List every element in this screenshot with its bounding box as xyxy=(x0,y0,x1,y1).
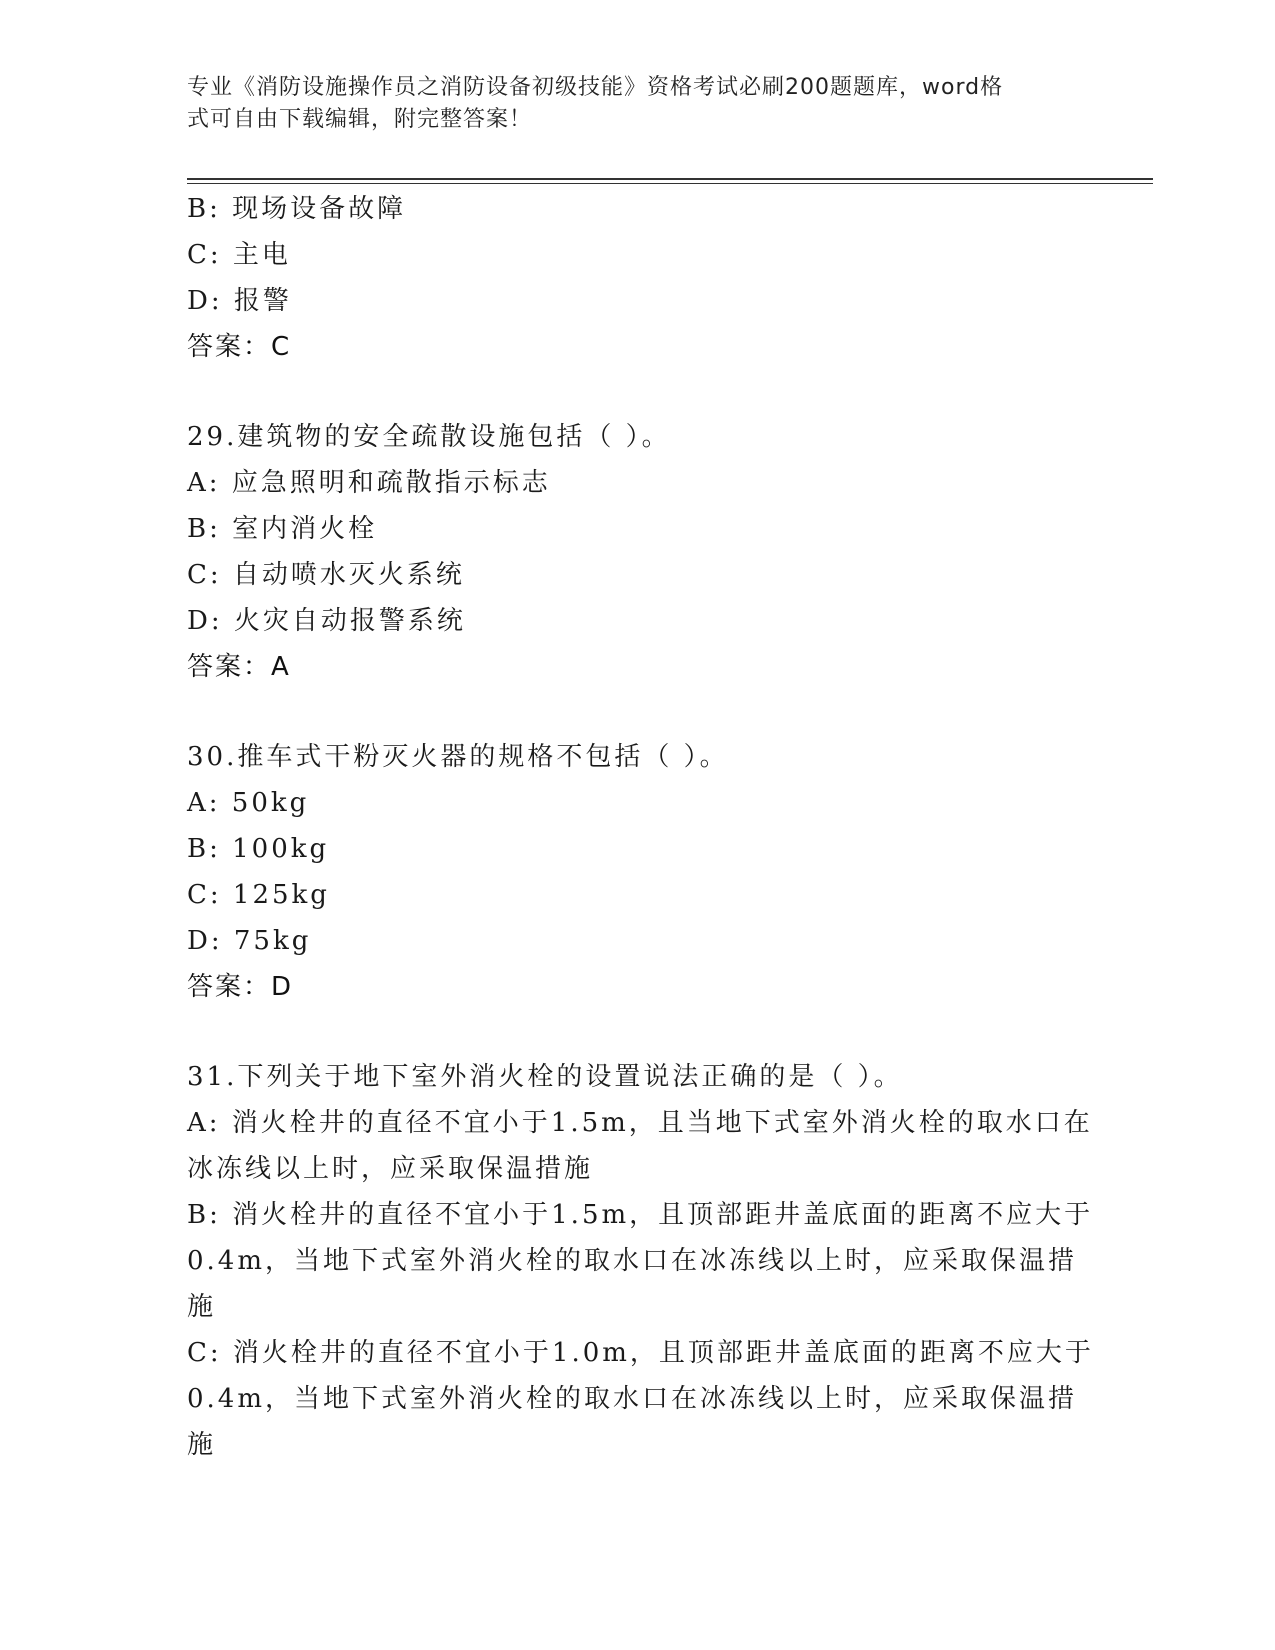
question-block-28 xyxy=(187,186,1087,370)
option-c-line-1: C: 消火栓井的直径不宜小于1.0m，且顶部距井盖底面的距离不应大于 xyxy=(187,1338,1094,1368)
option-a: A: 50kg xyxy=(187,788,310,818)
option-b-line-3: 施 xyxy=(187,1292,217,1322)
header-divider-thick xyxy=(187,178,1153,180)
header-divider-thin xyxy=(187,183,1153,184)
answer-label: 答案：D xyxy=(187,972,294,1002)
spacer xyxy=(187,690,1087,734)
option-c-line-2: 0.4m，当地下式室外消火栓的取水口在冰冻线以上时，应采取保温措 xyxy=(187,1384,1078,1414)
option-d: D: 报警 xyxy=(187,286,292,316)
option-b-line-2: 0.4m，当地下式室外消火栓的取水口在冰冻线以上时，应采取保温措 xyxy=(187,1246,1078,1276)
question-text: 29.建筑物的安全疏散设施包括（ ）。 xyxy=(187,422,671,452)
spacer xyxy=(187,1010,1087,1054)
option-a: A: 应急照明和疏散指示标志 xyxy=(187,468,551,498)
option-c: C: 125kg xyxy=(187,880,330,910)
question-block-29 xyxy=(187,414,1087,690)
option-a-line-1: A: 消火栓井的直径不宜小于1.5m，且当地下式室外消火栓的取水口在 xyxy=(187,1108,1093,1138)
header-line-2: 式可自由下载编辑，附完整答案！ xyxy=(187,107,533,132)
document-header xyxy=(187,72,1067,136)
question-list xyxy=(187,186,1094,1468)
spacer xyxy=(187,370,1087,414)
question-block-31 xyxy=(187,1054,1094,1468)
question-block-30 xyxy=(187,734,1087,1010)
option-a-line-2: 冰冻线以上时，应采取保温措施 xyxy=(187,1154,594,1184)
question-text: 31.下列关于地下室外消火栓的设置说法正确的是（ ）。 xyxy=(187,1062,903,1092)
option-b-line-1: B: 消火栓井的直径不宜小于1.5m，且顶部距井盖底面的距离不应大于 xyxy=(187,1200,1094,1230)
option-b: B: 室内消火栓 xyxy=(187,514,378,544)
option-c: C: 主电 xyxy=(187,240,291,270)
option-c-line-3: 施 xyxy=(187,1430,217,1460)
option-d: D: 75kg xyxy=(187,926,312,956)
answer-label: 答案：C xyxy=(187,332,292,362)
option-d: D: 火灾自动报警系统 xyxy=(187,606,466,636)
option-b: B: 现场设备故障 xyxy=(187,194,407,224)
header-line-1: 专业《消防设施操作员之消防设备初级技能》资格考试必刷200题题库，word格 xyxy=(187,75,1004,100)
answer-label: 答案：A xyxy=(187,652,291,682)
question-text: 30.推车式干粉灭火器的规格不包括（ ）。 xyxy=(187,742,729,772)
option-b: B: 100kg xyxy=(187,834,330,864)
option-c: C: 自动喷水灭火系统 xyxy=(187,560,465,590)
